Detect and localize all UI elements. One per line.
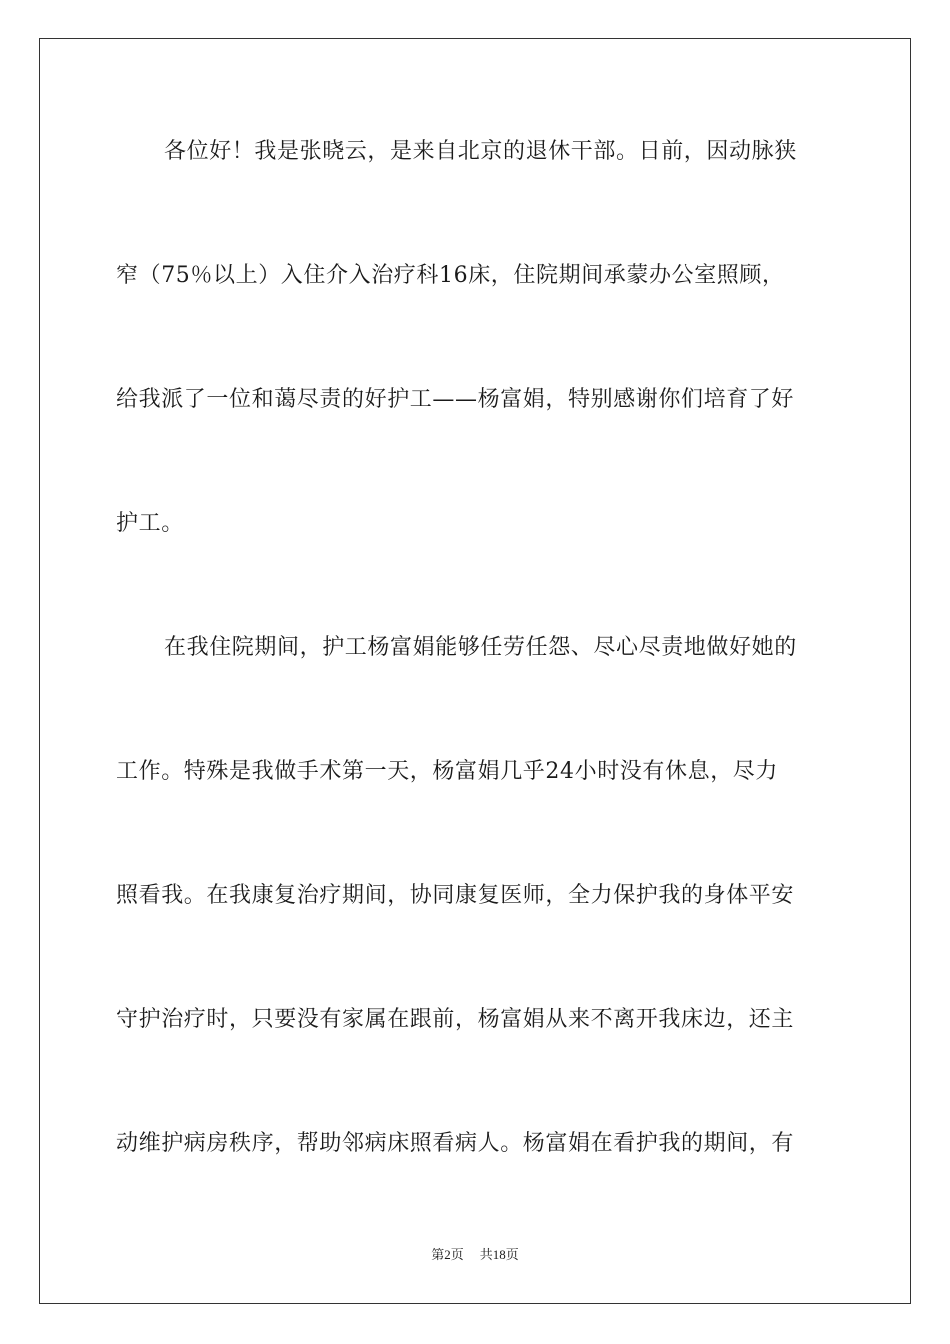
paragraph-1-line-1: 各位好！我是张晓云，是来自北京的退休干部。日前，因动脉狭: [164, 139, 797, 164]
paragraph-1-line-4: 护工。: [116, 511, 184, 536]
total-pages: 共18页: [479, 1247, 519, 1262]
paragraph-1-line-3: 给我派了一位和蔼尽责的好护工——杨富娟，特别感谢你们培育了好: [116, 387, 795, 412]
page-number: 第2页: [431, 1247, 464, 1262]
paragraph-2-line-4: 守护治疗时，只要没有家属在跟前，杨富娟从来不离开我床边，还主: [116, 1007, 795, 1032]
paragraph-2-line-2: 工作。特殊是我做手术第一天，杨富娟几乎24小时没有休息，尽力: [116, 759, 778, 784]
paragraph-2-line-3: 照看我。在我康复治疗期间，协同康复医师，全力保护我的身体平安: [116, 883, 795, 908]
page-border: [39, 38, 911, 1304]
paragraph-2-line-5: 动维护病房秩序，帮助邻病床照看病人。杨富娟在看护我的期间，有: [116, 1131, 795, 1156]
paragraph-1-line-2: 窄（75％以上）入住介入治疗科16床，住院期间承蒙办公室照顾，: [116, 263, 785, 288]
paragraph-2-line-1: 在我住院期间，护工杨富娟能够任劳任怨、尽心尽责地做好她的: [164, 635, 797, 660]
page-footer: [0, 1246, 950, 1264]
